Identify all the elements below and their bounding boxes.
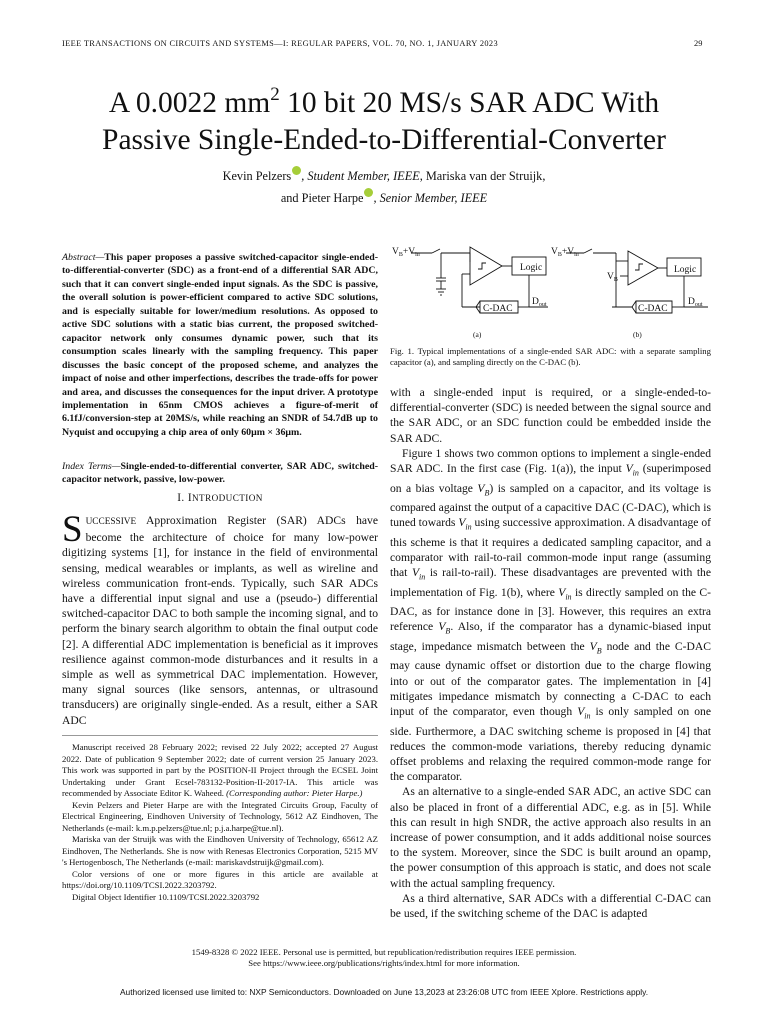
title-line2: Passive Single-Ended-to-Differential-Converter bbox=[102, 124, 666, 156]
index-terms-lead: Index Terms— bbox=[62, 461, 121, 472]
paper-title bbox=[30, 76, 738, 159]
fig-a-vin-label: $V_B+V_{in}$ bbox=[392, 247, 420, 258]
author-list bbox=[30, 165, 738, 209]
author-role-1: , Student Member, IEEE bbox=[301, 169, 420, 183]
journal-header: IEEE TRANSACTIONS ON CIRCUITS AND SYSTEMS—I: REGULAR PAPERS, VOL. 70, NO. 1, JANUARY 2023 bbox=[62, 39, 498, 48]
right-column bbox=[390, 385, 711, 921]
title-line1-post: 10 bit 20 MS/s SAR ADC With bbox=[279, 87, 660, 119]
fig-a-cdac: C-DAC bbox=[483, 304, 513, 314]
footnote-affiliation-1: Kevin Pelzers and Pieter Harpe are with the Integrated Circuits Group, Faculty of Electrical Engineering, Eindhoven University of Technology, 5612 AZ Eindhoven, The Netherlands (e-mail: k.m.p.pelzers@tue.nl; p.j.a.harpe@tue.nl). bbox=[62, 799, 378, 833]
author-name-3: Pieter Harpe bbox=[301, 191, 364, 205]
author-name-1: Kevin Pelzers bbox=[222, 169, 292, 183]
title-line1-pre: A 0.0022 mm bbox=[108, 87, 271, 119]
index-terms-text: Single-ended-to-differential converter, SAR ADC, switched-capacitor network, passive, low-power. bbox=[62, 461, 378, 486]
intro-text: Approximation Register (SAR) ADCs have become the architecture of choice for many low-power digitizing systems [1], for instance in the field of environmental sensing, medical wearables or implants, as well as wireline and wireless communication front-ends. Typically, such SAR ADCs have a differential input signal and use a (pseudo-) differential switched-capacitor DAC to both sample the incoming signal, and to perform the binary search algorithm to obtain the final output code [2]. A differential ADC implementation is beneficial as it improves resilience against common-mode disturbances and it results in a simple as well as symmetrical DAC implementation. However, many signal sources (like sensors, antennas, or ultrasound transducers) are originally single-ended. As a result, either a SAR ADC bbox=[62, 514, 378, 727]
right-paragraph-1: with a single-ended input is required, or a single-ended-to-differential-converter (SDC) is needed between the signal source and the SAR ADC, or an SDC function could be embedded inside the SAR ADC. bbox=[390, 386, 711, 445]
fig-b-dout: $D_{out}$ bbox=[688, 297, 703, 308]
authorized-use-line: Authorized licensed use limited to: NXP Semiconductors. Downloaded on June 13,2023 at 23:26:08 UTC from IEEE Xplore. Restrictions apply. bbox=[119, 987, 649, 997]
fig-b-vb-label: $V_B$ bbox=[607, 272, 618, 283]
author-role-3: , Senior Member, IEEE bbox=[373, 191, 488, 205]
page-number: 29 bbox=[694, 39, 703, 48]
author-and: and bbox=[280, 191, 302, 205]
section-title: NTRODUCTION bbox=[192, 493, 263, 503]
fig-b-vin-label: $V_B+V_{in}$ bbox=[551, 247, 579, 258]
fig-label-a: (a) bbox=[473, 330, 482, 339]
footnote-affiliation-2: Mariska van der Struijk was with the Eindhoven University of Technology, 65612 AZ Eindhoven, The Netherlands. She is now with Renesas Electronics Corporation, 5215 MV 's Hertogenbosch, The Netherlands (e-mail: mariskavdstruijk@gmail.com). bbox=[62, 834, 378, 867]
right-paragraph-2: Figure 1 shows two common options to implement a single-ended SAR ADC. In the first case (Fig. 1(a)), the input $V_{in}$ (superimposed on a bias voltage $V_B$) is sampled on a capacitor, and its voltage is compared against the output of a capacitive DAC (C-DAC), which is tuned towards $V_{in}$ using successive approximation. A disadvantage of this scheme is that it requires a dedicated sampling capacitor, and a comparator with rail-to-rail common-mode input range (assuming that $V_{in}$ is rail-to-rail). These disadvantages are prevented with the implementation of Fig. 1(b), where $V_{in}$ is directly sampled on the C-DAC, as for instance done in [3]. However, this requires an extra reference $V_B$. Also, if the comparator has a dynamic-biased input stage, impedance mismatch between the $V_B$ node and the C-DAC may cause dynamic offset or distortion due to the charge flowing into or out of the comparator gates. The implementation in [4] mitigates impedance mismatch by connecting a C-DAC to each input of the comparator, even though $V_{in}$ is only sampled on one side. Furthermore, a DAC switching scheme is proposed in [4] that reduces the common-mode variations, thereby reducing dynamic offset problems and relaxing the required common-mode range for the comparator. bbox=[390, 446, 712, 784]
footnote-doi: Digital Object Identifier 10.1109/TCSI.2022.3203792 bbox=[72, 891, 260, 902]
footnote-corresponding: (Corresponding author: Pieter Harpe.) bbox=[223, 788, 363, 798]
figure-1-schematic bbox=[390, 241, 710, 341]
intro-smallcaps: UCCESSIVE bbox=[85, 517, 137, 527]
fig-b-logic: Logic bbox=[674, 265, 697, 275]
footnotes bbox=[62, 742, 378, 903]
footnote-color: Color versions of one or more figures in this article are available at https://doi.org/10.1109/TCSI.2022.3203792. bbox=[62, 868, 378, 890]
footnote-manuscript: Manuscript received 28 February 2022; revised 22 July 2022; accepted 27 August 2022. Date of publication 9 September 2022; date of current version 25 January 2023. This work was supported in part by the POSITION-II Project through the ECSEL Joint Undertaking under Grant Ecsel-783132-Position-II-2017-IA. This article was recommended by Associate Editor K. Waheed. bbox=[62, 742, 378, 798]
fig-a-logic: Logic bbox=[520, 263, 543, 273]
copyright-line-2[interactable]: See https://www.ieee.org/publications/rights/index.html for more information. bbox=[248, 958, 520, 968]
fig-a-dout: $D_{out}$ bbox=[532, 297, 547, 308]
right-paragraph-4: As a third alternative, SAR ADCs with a differential C-DAC can be used, if the switching scheme of the DAC is adapted bbox=[390, 891, 711, 920]
fig-b-cdac: C-DAC bbox=[638, 304, 668, 314]
figure-caption: Fig. 1. Typical implementations of a single-ended SAR ADC: with a separate sampling capacitor (a), and sampling directly on the C-DAC (b). bbox=[390, 346, 711, 368]
footnote-rule bbox=[62, 735, 378, 736]
index-terms bbox=[62, 460, 378, 487]
author-name-2: , Mariska van der Struijk, bbox=[419, 169, 546, 183]
section-number: I. I bbox=[177, 492, 193, 504]
section-heading bbox=[62, 492, 378, 504]
title-sup: 2 bbox=[270, 84, 280, 105]
right-paragraph-3: As an alternative to a single-ended SAR ADC, an active SDC can also be placed in front of a differential ADC, e.g. as in [5]. While this can result in high SNDR, the active approach also results in an increase of power consumption, and it adds additional noise sources to the system. Moreover, since the SDC is built around an opamp, the power consumption of this approach is static, and does not scale with the actual sampling frequency. bbox=[390, 785, 711, 890]
fig-label-b: (b) bbox=[633, 330, 642, 339]
copyright-notice bbox=[30, 947, 738, 969]
abstract-text: This paper proposes a passive switched-capacitor single-ended-to-differential-converter (SDC) as a front-end of a differential SAR ADC, such that it can convert single-ended input signals. As the SDC is passive, the overall solution is power-efficient compared to active SDC solutions, and is especially suitable for lower/medium resolutions. As opposed to active SDC solutions with a static bias current, the proposed switched-capacitor network only consumes dynamic power, such that its consumption scales linearly with the sampling frequency. This paper discusses the basic concept of the proposed scheme, and analyzes the impact of noise and other imperfections, describes the trade-offs for power and area, and discusses the consequences for the input driver. A prototype implementation in 65nm CMOS achieves a figure-of-merit of 6.1fJ/conversion-step at 20MS/s, while reaching an SNDR of 54.7dB up to Nyquist and occupying a chip area of only 60μm × 36μm. bbox=[62, 252, 378, 438]
copyright-line-1: 1549-8328 © 2022 IEEE. Personal use is permitted, but republication/redistribution requires IEEE permission. bbox=[191, 947, 577, 957]
orcid-icon[interactable] bbox=[292, 166, 301, 175]
drop-cap: S bbox=[62, 509, 83, 550]
intro-paragraph bbox=[62, 509, 378, 728]
abstract-lead: Abstract— bbox=[62, 252, 105, 263]
abstract bbox=[62, 251, 378, 439]
